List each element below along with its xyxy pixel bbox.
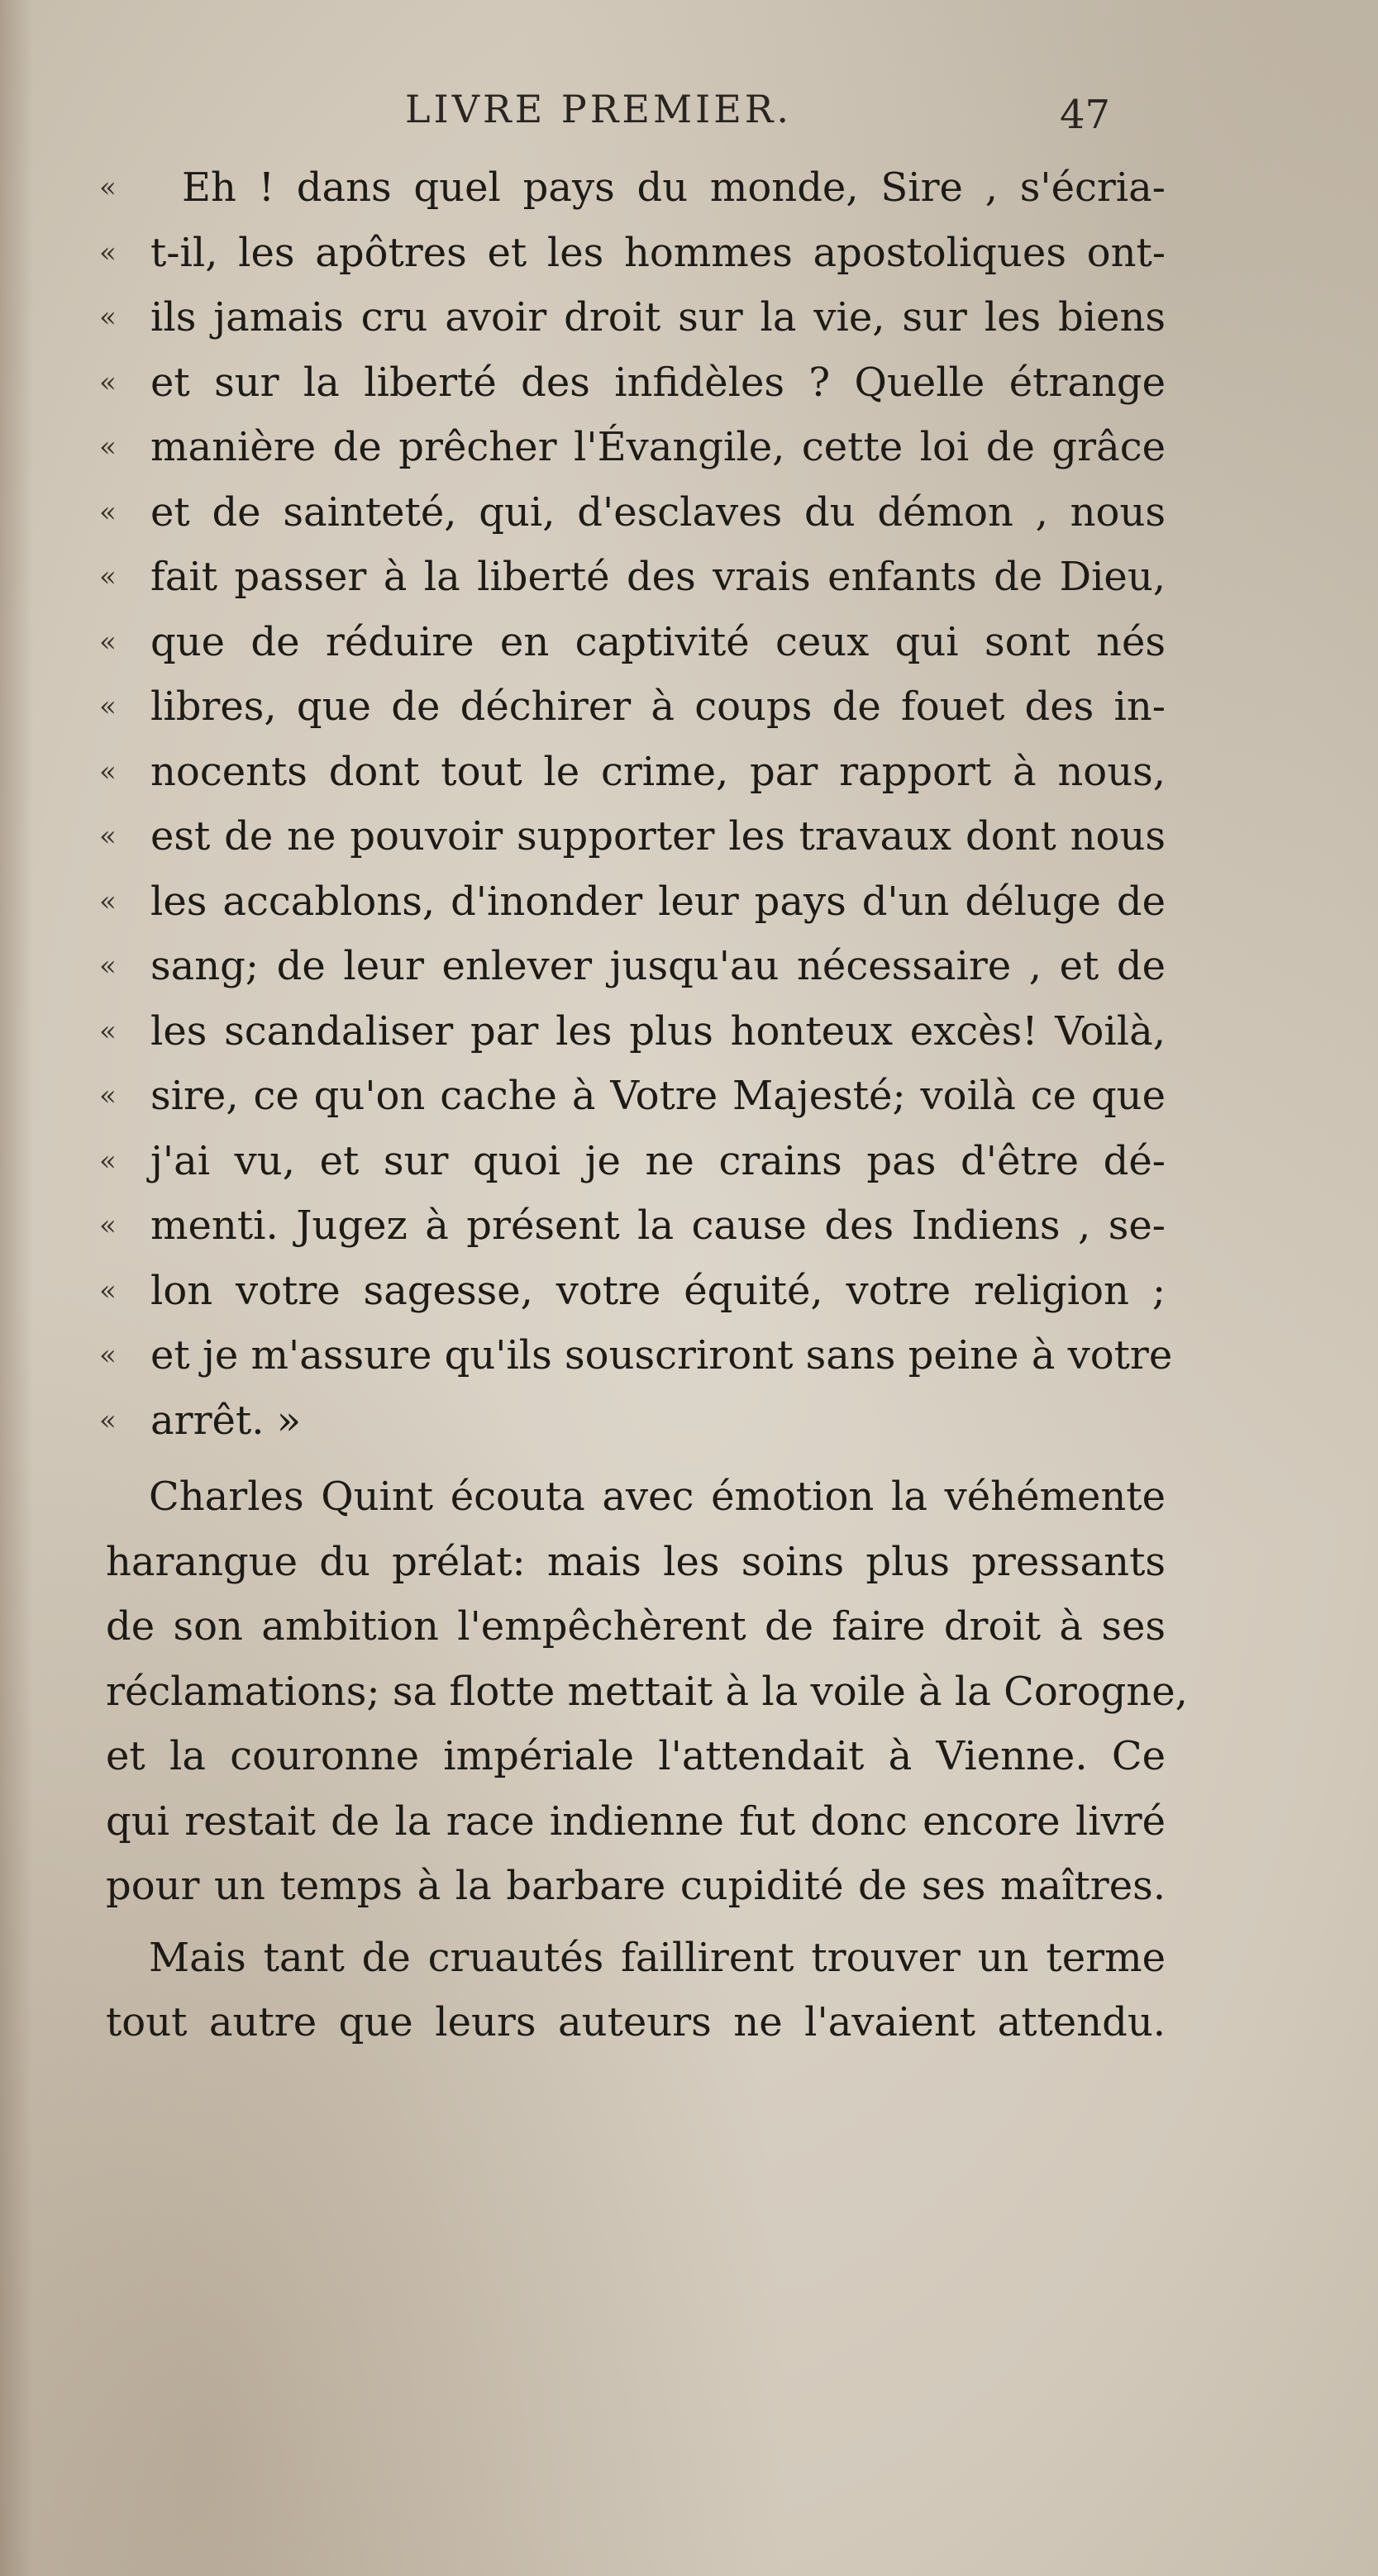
page-edge-shadow bbox=[0, 0, 33, 2576]
quote-line-text: et de sainteté, qui, d'esclaves du démon , nous bbox=[150, 488, 1166, 536]
paragraph-line: qui restait de la race indienne fut donc encore livré bbox=[106, 1797, 1166, 1845]
quote-line bbox=[99, 350, 1166, 416]
running-head: LIVRE PREMIER. bbox=[405, 87, 793, 131]
quote-mark: « bbox=[99, 1144, 117, 1178]
quote-line bbox=[99, 999, 1166, 1064]
quote-line-text: est de ne pouvoir supporter les travaux dont nous bbox=[150, 813, 1166, 859]
quote-mark: « bbox=[99, 1079, 117, 1112]
quote-line bbox=[99, 480, 1166, 545]
quote-line bbox=[99, 804, 1166, 869]
quote-line-text: les accablons, d'inonder leur pays d'un déluge de bbox=[150, 878, 1166, 925]
quote-line-text: t-il, les apôtres et les hommes apostoliques ont- bbox=[150, 229, 1166, 276]
quote-mark: « bbox=[99, 1014, 117, 1048]
quote-line-text: les scandaliser par les plus honteux excès! Voilà, bbox=[150, 1007, 1166, 1055]
page-number: 47 bbox=[1060, 92, 1111, 138]
quote-line bbox=[99, 674, 1166, 740]
quote-line-text: lon votre sagesse, votre équité, votre religion ; bbox=[150, 1267, 1166, 1314]
quote-line bbox=[99, 285, 1166, 350]
paragraph-line: réclamations; sa flotte mettait à la voile à la Corogne, bbox=[106, 1668, 1188, 1715]
body-text bbox=[106, 1464, 1188, 2055]
quote-line bbox=[99, 1193, 1166, 1259]
quote-mark: « bbox=[99, 625, 117, 659]
quote-mark: « bbox=[99, 1403, 117, 1437]
quote-line-text: menti. Jugez à présent la cause des Indiens , se- bbox=[150, 1202, 1166, 1249]
quote-line-text: j'ai vu, et sur quoi je ne crains pas d'être dé- bbox=[150, 1137, 1166, 1184]
quote-mark: « bbox=[99, 236, 117, 269]
quote-mark: « bbox=[99, 950, 117, 983]
quote-mark: « bbox=[99, 690, 117, 723]
paragraph-line: Mais tant de cruautés faillirent trouver un terme bbox=[149, 1934, 1166, 1981]
paragraph-line: de son ambition l'empêchèrent de faire droit à ses bbox=[106, 1603, 1166, 1650]
paragraph-line: Charles Quint écouta avec émotion la véhémente bbox=[149, 1474, 1166, 1520]
quote-mark: « bbox=[99, 301, 117, 334]
quote-line bbox=[99, 1388, 1166, 1454]
quote-line-text: que de réduire en captivité ceux qui sont nés bbox=[150, 618, 1166, 665]
quote-line bbox=[99, 1259, 1166, 1324]
quote-line bbox=[99, 415, 1166, 480]
page-header bbox=[0, 87, 1378, 145]
quotation-block bbox=[99, 155, 1173, 1453]
quote-mark: « bbox=[99, 1209, 117, 1242]
quote-line bbox=[99, 545, 1166, 610]
paragraph-line: et la couronne impériale l'attendait à Vienne. Ce bbox=[106, 1733, 1166, 1779]
quote-line-text: arrêt. » bbox=[150, 1397, 302, 1444]
quote-mark: « bbox=[99, 755, 117, 788]
paragraph-line: tout autre que leurs auteurs ne l'avaient attendu. bbox=[106, 1999, 1166, 2045]
paragraph bbox=[106, 1464, 1188, 1919]
paragraph bbox=[106, 1926, 1166, 2055]
quote-line bbox=[99, 1129, 1166, 1194]
quote-line-text: sang; de leur enlever jusqu'au nécessaire , et de bbox=[150, 943, 1166, 989]
quote-mark: « bbox=[99, 495, 117, 529]
quote-line-text: nocents dont tout le crime, par rapport à nous, bbox=[150, 748, 1166, 795]
quote-mark: « bbox=[99, 820, 117, 853]
quote-mark: « bbox=[99, 1274, 117, 1307]
quote-line bbox=[99, 869, 1166, 935]
paragraph-line: pour un temps à la barbare cupidité de ses maîtres. bbox=[106, 1863, 1166, 1909]
quote-line bbox=[99, 740, 1166, 805]
quote-line-text: libres, que de déchirer à coups de fouet des in- bbox=[150, 683, 1166, 730]
quote-line-text: Eh ! dans quel pays du monde, Sire , s'écria- bbox=[182, 164, 1166, 211]
quote-line-text: et sur la liberté des infidèles ? Quelle étrange bbox=[150, 359, 1166, 406]
quote-line bbox=[99, 934, 1166, 999]
quote-line-text: ils jamais cru avoir droit sur la vie, sur les biens bbox=[150, 294, 1166, 340]
quote-mark: « bbox=[99, 560, 117, 593]
quote-line bbox=[99, 1064, 1166, 1129]
quote-mark: « bbox=[99, 365, 117, 399]
quote-mark: « bbox=[99, 171, 117, 204]
quote-line-text: et je m'assure qu'ils souscriront sans peine à votre bbox=[150, 1332, 1173, 1378]
quote-mark: « bbox=[99, 1339, 117, 1372]
quote-line-text: fait passer à la liberté des vrais enfants de Dieu, bbox=[150, 554, 1166, 600]
quote-line-text: sire, ce qu'on cache à Votre Majesté; voilà ce que bbox=[150, 1073, 1166, 1119]
quote-line bbox=[99, 155, 1166, 221]
quote-mark: « bbox=[99, 884, 117, 918]
quote-line bbox=[99, 610, 1166, 675]
paragraph-line: harangue du prélat: mais les soins plus pressants bbox=[106, 1538, 1166, 1585]
quote-line-text: manière de prêcher l'Évangile, cette loi de grâce bbox=[150, 424, 1166, 470]
quote-mark: « bbox=[99, 431, 117, 464]
quote-line bbox=[99, 221, 1166, 286]
quote-line bbox=[99, 1323, 1173, 1388]
